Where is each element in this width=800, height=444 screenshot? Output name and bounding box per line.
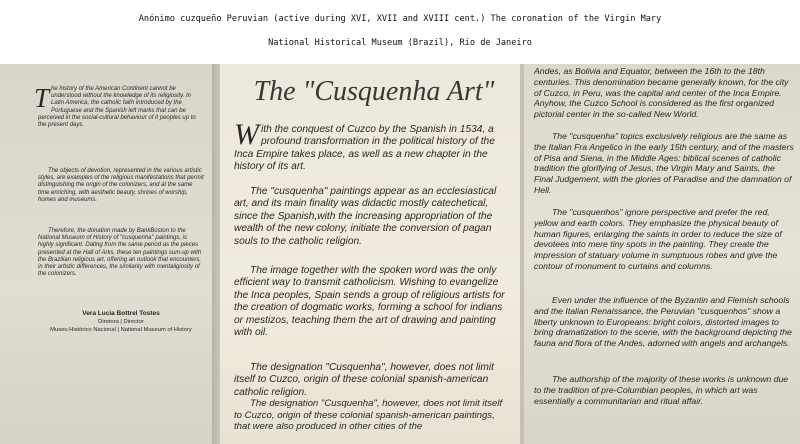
panel-gap-shadow — [212, 64, 220, 444]
left-paragraph-3: Therefore, the donation made by BankBoston to the National Museum of History of "cusquenha" paintings, is highly significant. Dating from the same period as the pieces presented at the Hall of Arks, these ten paintings sum-up with the Brazilian religious art, offering an outlook that encounters, in their artistic differences, the similarity with mentaligiosity of the colonizers. — [38, 228, 202, 278]
signature-role-director: Diretora | Director — [98, 319, 144, 325]
right-text-panel — [524, 64, 800, 444]
right-paragraph-1: Andes, as Bolivia and Equator, between the 16th to the 18th centuries. This denomination became generally known, for the city of Cuzco, in Peru, was the capital and center of the Inca Empire. Anyhow, the Cuzco School is considered as the first organized pictorial center in the so-called New World. — [534, 66, 789, 120]
left-drop-cap: T — [34, 83, 50, 113]
museum-wall-photo — [0, 64, 800, 444]
left-text-panel — [0, 64, 212, 444]
center-paragraph-4: The designation "Cusquenha", however, does not limit itself to Cuzco, origin of these colonial spanish-american catholic religion. — [234, 362, 494, 398]
center-paragraph-3: The image together with the spoken word was the only efficient way to transmit catholicism. Wishing to evangelize the Inca peoples, Spain sends a group of religious artists for the creation of dogmatic works, forming a school for indians or mestizos, teaching them the art of drawing and painting with oil. — [234, 265, 505, 339]
signature-name: Vera Lucia Bottrel Tostes — [82, 310, 160, 317]
center-text-panel — [220, 64, 520, 444]
right-paragraph-2: The "cusquenha" topics exclusively religious are the same as the Italian Fra Angelico in the early 15th century, and of the masters of Pisa and Siena, in the Middle Ages: biblical scenes of catholic tradition the glorifying of Jesus, the Virgin Mary and Saints, the Final Judgement, with the glories of Paradise and the damnation of Hell. — [534, 131, 794, 195]
left-paragraph-1: The history of the American Continent cannot be understood without the knowledge of its religiosity. In Latin America, the catholic faith introduced by the Portuguese and the Spanish left marks that can be perceived in the social-cultural behaviour of it peoples up to the present days. — [34, 83, 196, 129]
right-paragraph-3: The "cusquenhos" ignore perspective and prefer the red, yellow and earth colors. They emphasize the physical beauty of human figures, enlarging the saints in order to reduce the size of devotees into mere tiny spots in the painting. They create the impression of statuary volume in sumptuous robes and give the contour of monument to curtains and columns. — [534, 207, 782, 271]
left-paragraph-2: The objects of devotion, represented in the various artistic styles, are examples of the religious manifestations that permit distinguishing the origin of the colonizers, and at the same time enriching, with aesthetic beauty, shrines of worship, homes and museums. — [38, 168, 204, 203]
right-paragraph-4: Even under the influence of the Byzantin and Flemish schools and the Italian Renaissance, the Peruvian "cusquenhos" show a liberty unknown to Europeans: bright colors, distorted images to bring dramatization to the scene, with the background depicting the fauna and flora of the Andes, adorned with angels and archangels. — [534, 295, 792, 349]
center-drop-cap: W — [234, 118, 259, 151]
center-paragraph-2: The "cusquenha" paintings appear as an ecclesiastical art, and its main finality was didactic mostly catechetical, since the Spanish,with the increasing appropriation of the wealth of the new colony, initiate the conversion of pagan souls to the catholic religion. — [234, 186, 497, 247]
center-paragraph-1: With the conquest of Cuzco by the Spanish in 1534, a profound transformation in the political history of the Inca Empire takes place, as well as a new chapter in the history of its art. — [234, 118, 495, 173]
right-paragraph-5: The authorship of the majority of these works is unknown due to the tradition of pre-Columbian peoples, in which art was essentially a communitarian and ritual affair. — [534, 374, 789, 406]
center-paragraph-5: The designation "Cusquenha", however, does not limit itself to Cuzco, origin of these colonial spanish-american paintings, that were also produced in other cities of the — [234, 398, 503, 433]
signature-role-museum: Museu Histórico Nacional | National Museum of History — [50, 327, 192, 333]
panel-title: The "Cusquenha Art" — [253, 76, 495, 107]
caption-museum-line: National Historical Museum (Brazil), Rio de Janeiro — [268, 38, 532, 48]
caption-title-line: Anónimo cuzqueño Peruvian (active during XVI, XVII and XVIII cent.) The coronation of the Virgin Mary — [138, 14, 662, 24]
